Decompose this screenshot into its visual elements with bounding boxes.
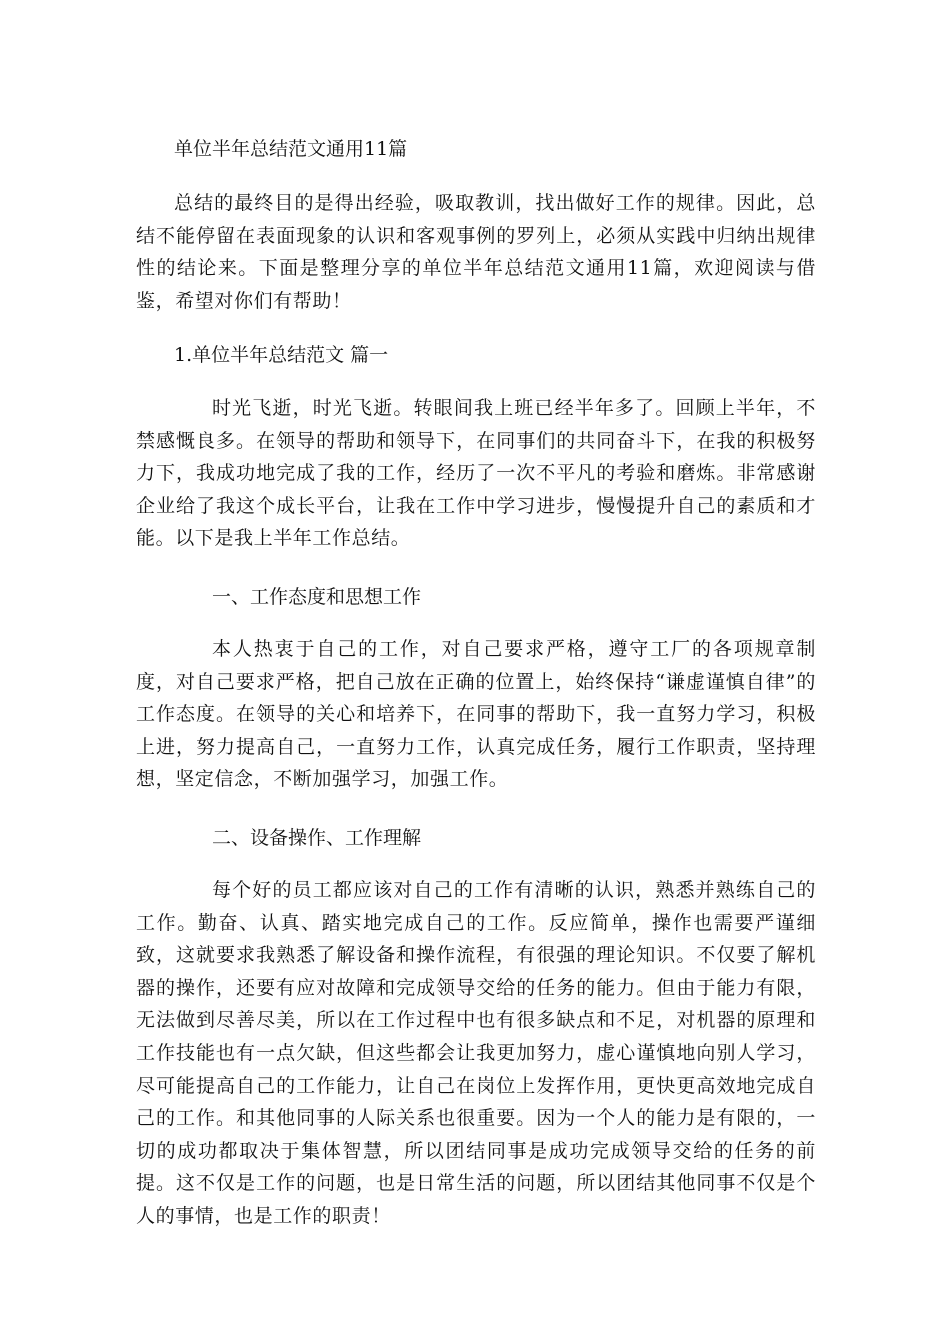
document-title: 单位半年总结范文通用11篇 [174,138,408,160]
subsection-1-heading: 一、工作态度和思想工作 [212,586,422,608]
section-1-paragraph: 时光飞逝，时光飞逝。转眼间我上班已经半年多了。回顾上半年，不禁感慨良多。在领导的帮助和领导下，在同事们的共同奋斗下，在我的积极努力下，我成功地完成了我的工作，经历了一次不平凡的考验和磨炼。非常感谢企业给了我这个成长平台，让我在工作中学习进步，慢慢提升自己的素质和才能。以下是我上半年工作总结。 [136,397,816,550]
section-1-heading: 1.单位半年总结范文 篇一 [174,344,389,366]
intro-paragraph: 总结的最终目的是得出经验，吸取教训，找出做好工作的规律。因此，总结不能停留在表面现象的认识和客观事例的罗列上，必须从实践中归纳出规律性的结论来。下面是整理分享的单位半年总结范文通用11篇，欢迎阅读与借鉴，希望对你们有帮助！ [136,192,816,312]
subsection-2-paragraph: 每个好的员工都应该对自己的工作有清晰的认识，熟悉并熟练自己的工作。勤奋、认真、踏实地完成自己的工作。反应简单，操作也需要严谨细致，这就要求我熟悉了解设备和操作流程，有很强的理论知识。不仅要了解机器的操作，还要有应对故障和完成领导交给的任务的能力。但由于能力有限，无法做到尽善尽美，所以在工作过程中也有很多缺点和不足，对机器的原理和工作技能也有一点欠缺，但这些都会让我更加努力，虚心谨慎地向别人学习，尽可能提高自己的工作能力，让自己在岗位上发挥作用，更快更高效地完成自己的工作。和其他同事的人际关系也很重要。因为一个人的能力是有限的，一切的成功都取决于集体智慧，所以团结同事是成功完成领导交给的任务的前提。这不仅是工作的问题，也是日常生活的问题，所以团结其他同事不仅是个人的事情，也是工作的职责！ [136,879,816,1227]
subsection-2-heading: 二、设备操作、工作理解 [212,827,422,849]
subsection-1-paragraph: 本人热衷于自己的工作，对自己要求严格，遵守工厂的各项规章制度，对自己要求严格，把自己放在正确的位置上，始终保持“谦虚谨慎自律”的工作态度。在领导的关心和培养下，在同事的帮助下，我一直努力学习，积极上进，努力提高自己，一直努力工作，认真完成任务，履行工作职责，坚持理想，坚定信念，不断加强学习，加强工作。 [136,638,816,791]
